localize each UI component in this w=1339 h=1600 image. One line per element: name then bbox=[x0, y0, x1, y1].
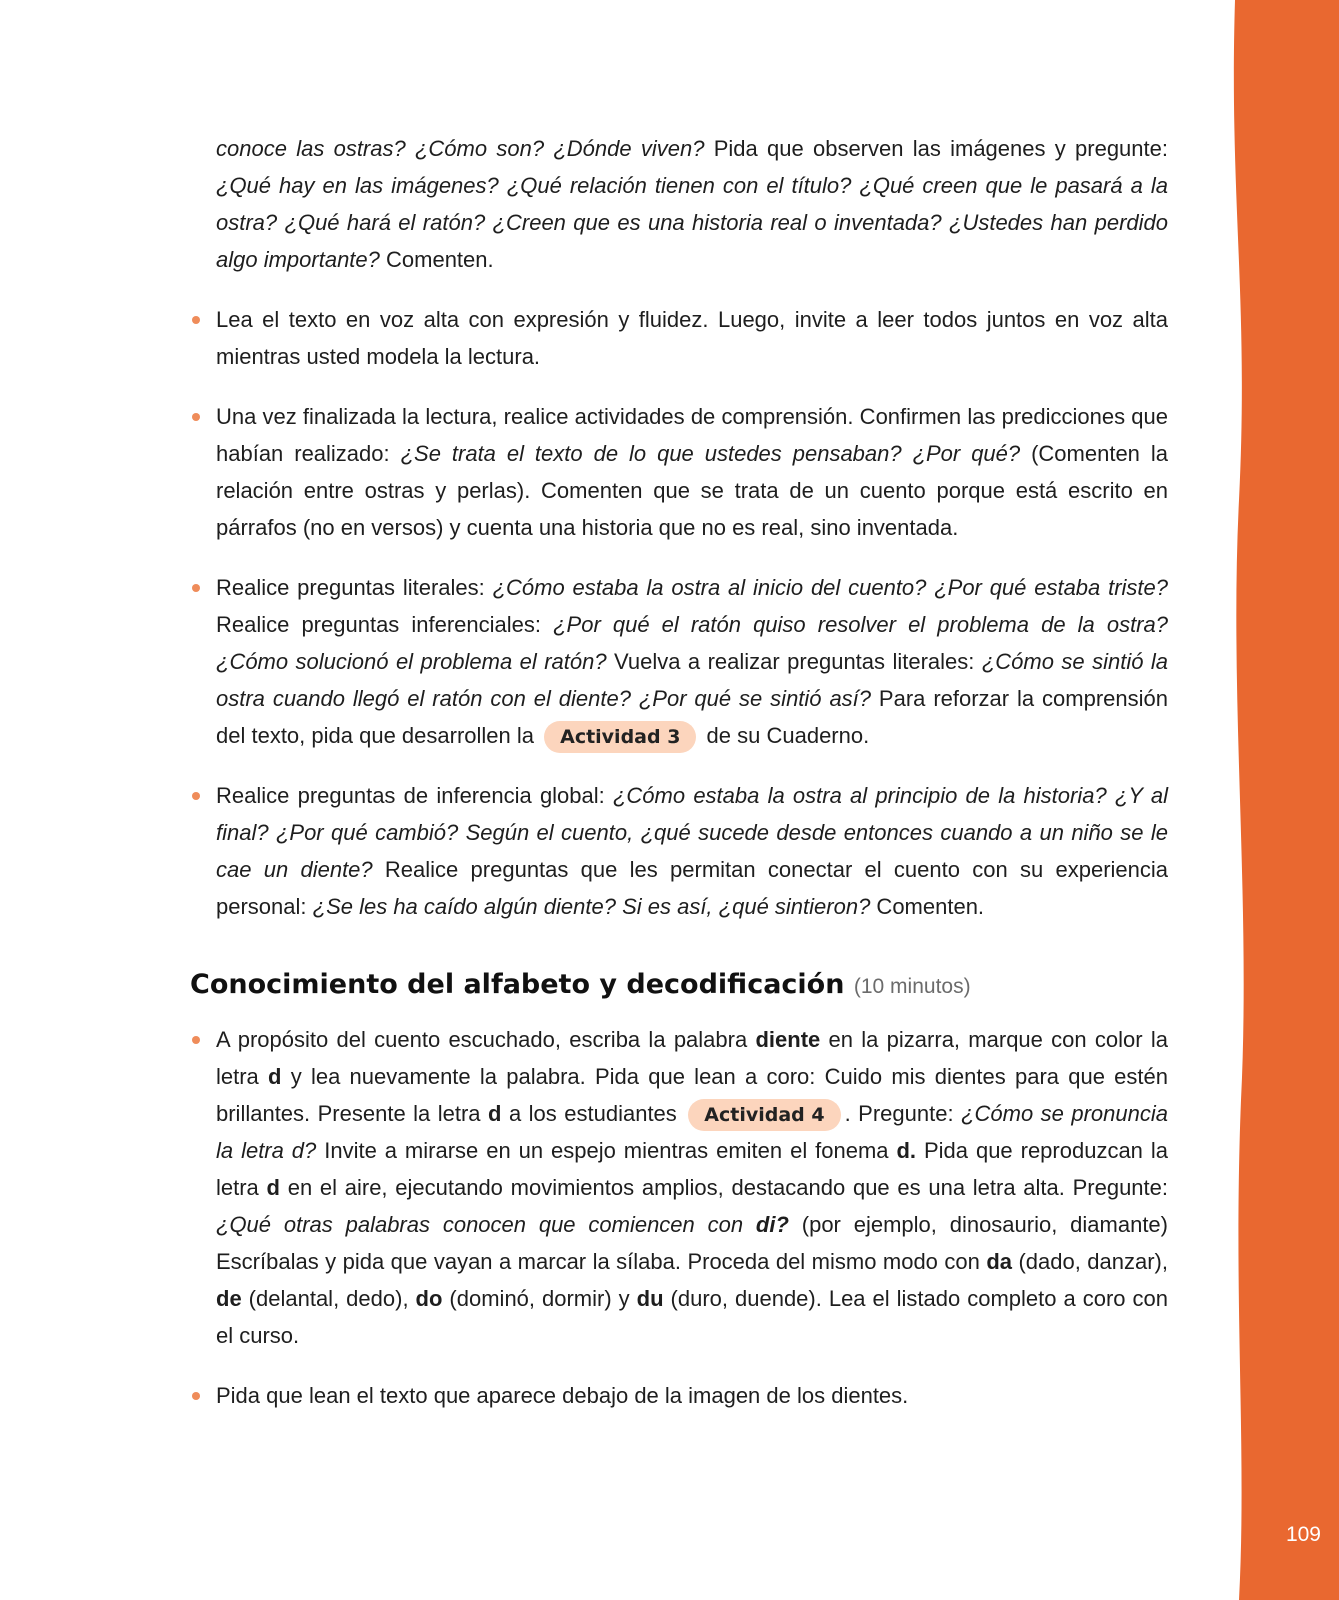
section-heading bbox=[190, 965, 1168, 1007]
bold-letter: d bbox=[266, 1175, 280, 1200]
list-item-text: en el aire, ejecutando movimientos amplios, destacando que es una letra alta. Pregunte: bbox=[279, 1175, 1168, 1200]
list-item-text: Realice preguntas de inferencia global: bbox=[216, 783, 613, 808]
section-title: Conocimiento del alfabeto y decodificación bbox=[190, 969, 845, 1000]
bold-italic-syllable: di? bbox=[755, 1212, 789, 1237]
bullet-icon bbox=[192, 316, 200, 324]
bullet-icon bbox=[192, 1036, 200, 1044]
list-item-text: Para reforzar la comprensión del texto, pida que desarrollen la bbox=[216, 686, 1168, 748]
list-item-text: Comenten. bbox=[870, 894, 985, 919]
intro-text-1: Pida que observen las imágenes y pregunte: bbox=[704, 136, 1168, 161]
bullet-icon bbox=[192, 1392, 200, 1400]
list-item bbox=[190, 398, 1168, 546]
list-item-question: ¿Cómo se sintió la ostra cuando llegó el ratón con el diente? ¿Por qué se sintió así? bbox=[216, 649, 1168, 711]
page-content bbox=[190, 130, 1168, 1437]
list-item-question: ¿Por qué el ratón quiso resolver el problema de la ostra? ¿Cómo solucionó el problema el ratón? bbox=[216, 612, 1168, 674]
list-item bbox=[190, 1021, 1168, 1354]
list-item-text: y lea nuevamente la palabra. Pida que lean a coro: Cuido mis dientes para que estén brillantes. Presente la letra bbox=[216, 1064, 1168, 1126]
list-item-question: ¿Cómo estaba la ostra al principio de la historia? ¿Y al final? ¿Por qué cambió? Según el cuento, ¿qué sucede desde entonces cuando a un niño se le cae un diente? bbox=[216, 783, 1168, 882]
list-item-text: (Comenten la relación entre ostras y perlas). Comenten que se trata de un cuento porque está escrito en párrafos (no en versos) y cuenta una historia que no es real, sino inventada. bbox=[216, 441, 1168, 540]
list-item-text: Pida que reproduzcan la letra bbox=[216, 1138, 1168, 1200]
list-item bbox=[190, 569, 1168, 754]
list-item bbox=[190, 777, 1168, 925]
section-duration: (10 minutos) bbox=[853, 975, 971, 998]
list-item-text: . Pregunte: bbox=[844, 1101, 962, 1126]
intro-questions-1: conoce las ostras? ¿Cómo son? ¿Dónde viven? bbox=[216, 136, 705, 161]
bold-syllable: de bbox=[216, 1286, 242, 1311]
intro-paragraph bbox=[190, 130, 1168, 278]
page-number: 109 bbox=[1285, 1523, 1321, 1546]
activity-3-badge: Actividad 3 bbox=[544, 721, 696, 753]
list-item-text: Lea el texto en voz alta con expresión y fluidez. Luego, invite a leer todos juntos en voz alta mientras usted modela la lectura. bbox=[216, 307, 1168, 369]
list-item-question: ¿Se trata el texto de lo que ustedes pensaban? ¿Por qué? bbox=[400, 441, 1021, 466]
list-item bbox=[190, 1377, 1168, 1414]
list-item-text: (delantal, dedo), bbox=[241, 1286, 416, 1311]
wavy-edge-shape bbox=[1229, 0, 1339, 1600]
list-item-text: (duro, duende). Lea el listado completo a coro con el curso. bbox=[216, 1286, 1168, 1348]
bold-syllable: do bbox=[415, 1286, 443, 1311]
list-item-text: Realice preguntas literales: bbox=[216, 575, 493, 600]
list-item-text: a los estudiantes bbox=[501, 1101, 685, 1126]
list-item bbox=[190, 301, 1168, 375]
list-item-text: (por ejemplo, dinosaurio, diamante) Escríbalas y pida que vayan a marcar la sílaba. Proceda del mismo modo con bbox=[216, 1212, 1168, 1274]
list-item-text: Pida que lean el texto que aparece debajo de la imagen de los dientes. bbox=[216, 1383, 909, 1408]
intro-questions-2: ¿Qué hay en las imágenes? ¿Qué relación tienen con el título? ¿Qué creen que le pasará a la ostra? ¿Qué hará el ratón? ¿Creen que es una historia real o inventada? ¿Ustedes han perdido algo importante? bbox=[216, 173, 1168, 272]
list-item-text: Vuelva a realizar preguntas literales: bbox=[606, 649, 982, 674]
list-item-text: Una vez finalizada la lectura, realice actividades de comprensión. Confirmen las predicciones que habían realizado: bbox=[216, 404, 1168, 466]
bullet-icon bbox=[192, 792, 200, 800]
list-item-text: en la pizarra, marque con color la letra bbox=[216, 1027, 1168, 1089]
intro-text-2: Comenten. bbox=[379, 247, 494, 272]
list-item-question: ¿Cómo se pronuncia la letra d? bbox=[216, 1101, 1168, 1163]
list-item-text: Realice preguntas inferenciales: bbox=[216, 612, 554, 637]
list-item-text: (dominó, dormir) y bbox=[442, 1286, 637, 1311]
activity-4-badge: Actividad 4 bbox=[688, 1099, 840, 1131]
list-item-question: ¿Cómo estaba la ostra al inicio del cuento? ¿Por qué estaba triste? bbox=[492, 575, 1168, 600]
list-item-text: (dado, danzar), bbox=[1012, 1249, 1168, 1274]
list-item-text: de su Cuaderno. bbox=[700, 723, 870, 748]
bold-syllable: da bbox=[986, 1249, 1012, 1274]
list-item-text: Realice preguntas que les permitan conectar el cuento con su experiencia personal: bbox=[216, 857, 1169, 919]
bold-word: diente bbox=[755, 1027, 821, 1052]
bold-letter: d bbox=[268, 1064, 282, 1089]
list-item-text: A propósito del cuento escuchado, escriba la palabra bbox=[216, 1027, 756, 1052]
bold-letter: d bbox=[488, 1101, 502, 1126]
list-item-question: ¿Qué otras palabras conocen que comiencen con bbox=[216, 1212, 756, 1237]
list-item-text: Invite a mirarse en un espejo mientras emiten el fonema bbox=[316, 1138, 897, 1163]
bullet-icon bbox=[192, 413, 200, 421]
bold-syllable: du bbox=[636, 1286, 664, 1311]
list-item-question: ¿Se les ha caído algún diente? Si es así, ¿qué sintieron? bbox=[312, 894, 871, 919]
bullet-icon bbox=[192, 584, 200, 592]
bold-letter: d. bbox=[896, 1138, 917, 1163]
orange-edge-band bbox=[1229, 0, 1339, 1600]
